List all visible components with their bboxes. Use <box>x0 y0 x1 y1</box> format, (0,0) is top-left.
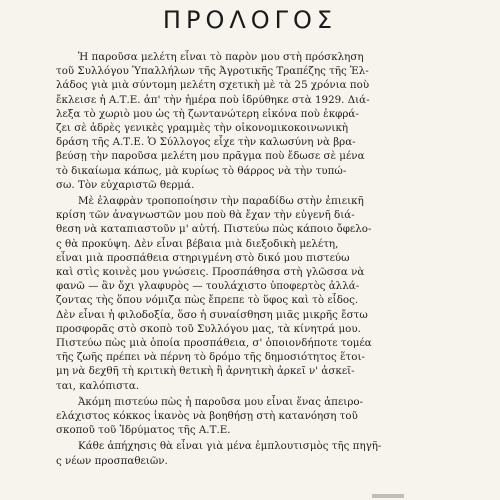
text-line: τὸ δικαίωμα κάπως, μὰ κυρίως τὸ θάρρος νὰ τὴν τυπώ- <box>56 164 347 177</box>
paragraph <box>56 395 468 438</box>
text-line: θεση νὰ καταπιαστοῦν μ' αὐτή. Πιστεύω πὼς κάποιο ὄφελο- <box>56 223 372 236</box>
text-line: Δὲν εἶναι ἡ φιλοδοξία, ὅσο ἡ συναίσθηση μιᾶς μικρῆς ἔστω <box>56 308 368 321</box>
text-line: Κάθε ἀπήχησις θὰ εἶναι γιὰ μένα ἐμπλουτισμὸς τῆς πηγῆ- <box>78 440 382 453</box>
text-line: βεύσῃ τὴν παροῦσα μελέτη μου πρᾶγμα ποὺ ἔδωσε σὲ μένα <box>56 150 365 163</box>
text-line: ς θὰ προκύψη. Δὲν εἶναι βέβαια μιὰ διεξοδικὴ μελέτη, <box>56 237 339 250</box>
body-text <box>56 50 468 468</box>
text-line: Ἡ παροῦσα μελέτη εἶναι τὸ παρὸν μου στὴ πρόσκληση <box>78 51 364 63</box>
text-line: τῆς ζωῆς πρέπει νὰ πέρνη τὸ δρόμο τῆς δημοσιότητος ἕτοι- <box>56 351 365 364</box>
text-line: κρίση τῶν ἀναγνωστῶν μου ποὺ θὰ ἔχαν τὴν εὐγενῆ διά- <box>56 209 355 222</box>
text-line: σκοποῦ τοῦ Ἱδρύματος τῆς Α.Τ.Ε. <box>56 424 231 437</box>
text-line: μη νὰ δεχθῆ τὴ κριτικὴ θετικὴ ἢ ἀρνητικὴ ἀρκεῖ ν' ἀσκεῖ- <box>56 365 355 378</box>
text-line: ἔκλεισε ἡ Α.Τ.Ε. ἀπ' τὴν ἡμέρα ποὺ ἱδρύθηκε στὰ 1929. Διά- <box>56 93 370 106</box>
text-line: ς νέων προσπαθειῶν. <box>56 454 168 467</box>
text-line: δράση τῆς Α.Τ.Ε. Ὁ Σύλλογος εἶχε τὴν καλωσύνη νὰ βρα- <box>56 136 356 149</box>
text-line: Πιστεύω πὼς μιὰ ὁποία προσπάθεια, σ' ὁποιονδήποτε τομέα <box>56 337 372 350</box>
text-line: εἶναι μιὰ προσπάθεια στηριγμένη στὸ δικό μου πιστεύω <box>56 251 350 264</box>
page-mark <box>372 494 404 498</box>
text-line: προσφορᾶς στὸ σκοπὸ τοῦ Συλλόγου μας, τὰ κίνητρά μου. <box>56 322 361 335</box>
page-title: ΠΡΟΛΟΓΟΣ <box>162 6 338 34</box>
text-line: καὶ στὶς κοινὲς μου γνώσεις. Προσπάθησα στὴ γλῶσσα νὰ <box>56 266 365 279</box>
text-line: ζει σὲ ἀδρὲς γενικὲς γραμμὲς τὴν οἰκονομικοκοινωνικὴ <box>56 122 349 135</box>
text-line: σω. Τὸν εὐχαριστῶ θερμά. <box>56 178 195 191</box>
text-line: ελάχιστος κόκκος ἱκανὸς νὰ βοηθήσῃ στὴ κατανόηση τοῦ <box>56 410 358 423</box>
text-line: λεξα τὸ χωριὸ μου ὡς τὴ ζωντανώτερη εἰκόνα ποὺ ἐκφρά- <box>56 107 359 120</box>
text-line: ζοντας τὴς ὅπου νόμιζα πὼς ἔπρεπε τὸ ὕφος καὶ τὸ εἶδος. <box>56 294 359 307</box>
text-line: λάδος γιὰ μιὰ σύντομη μελέτη σχετικὴ μὲ τὰ 25 χρόνια ποὺ <box>56 79 370 92</box>
paragraph <box>56 194 468 393</box>
paragraph <box>56 50 468 192</box>
text-line: τοῦ Συλλόγου Ὑπαλλήλων τῆς Ἀγροτικῆς Τραπέζης τῆς Ἑλ- <box>56 65 369 78</box>
text-line: Μὲ ἐλαφρὰν τροποποίησιν τὴν παραδίδω στὴν ἐπιεικῆ <box>78 195 364 208</box>
paragraph <box>56 439 468 467</box>
text-line: φανῶ — ἂν ὄχι γλαφυρὸς — τουλάχιστο ὑποφερτὸς ἀλλά- <box>56 280 360 293</box>
text-line: Ἀκόμη πιστεύω πὼς ἡ παροῦσα μου εἶναι ἕνας ἀπειρο- <box>78 395 364 408</box>
text-line: ται, καλόπιστα. <box>56 379 140 392</box>
